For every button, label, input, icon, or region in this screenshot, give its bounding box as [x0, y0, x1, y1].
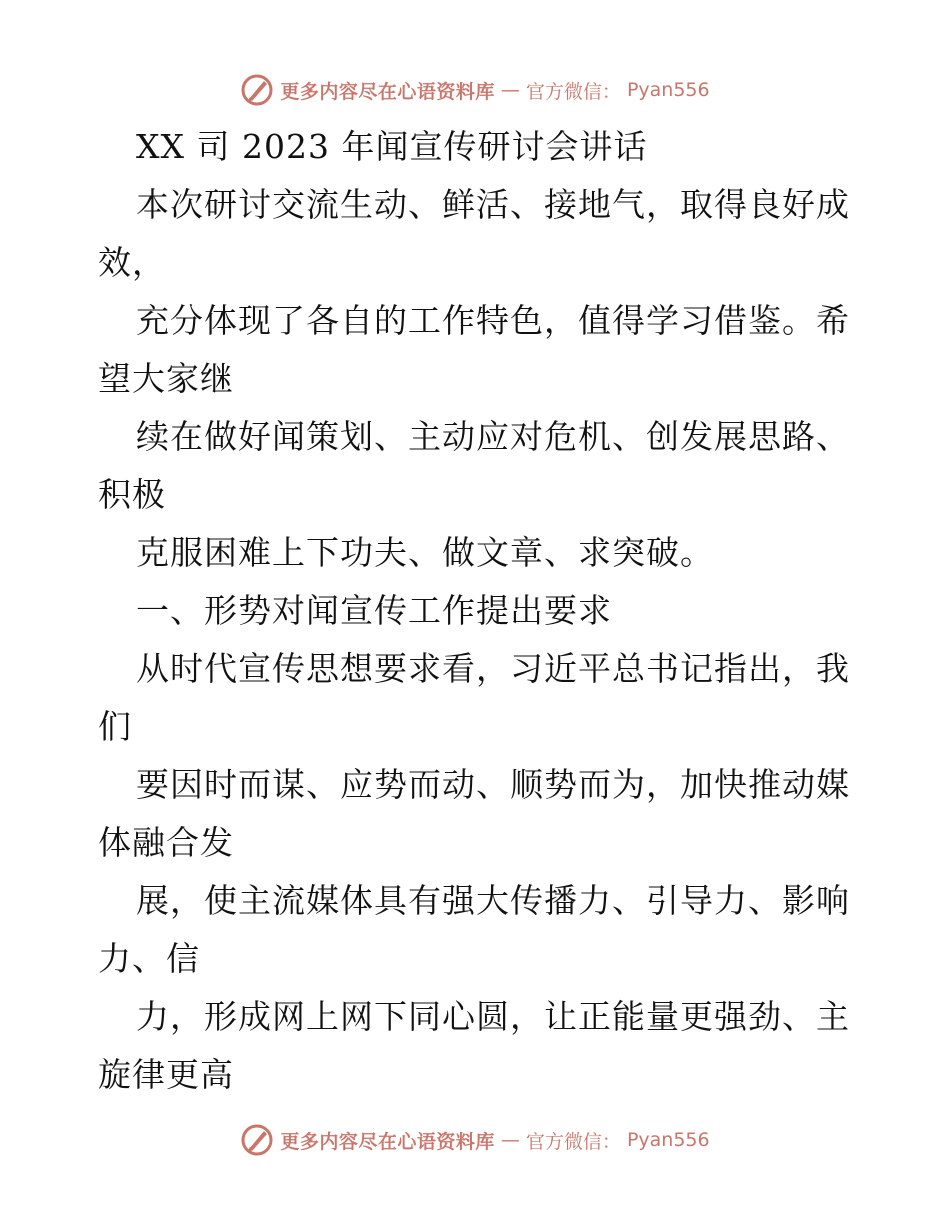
banner-official-label: 官方微信： [525, 1130, 621, 1153]
document-line: 体融合发 [98, 823, 234, 862]
footer-watermark-banner [0, 1120, 950, 1160]
document-line: 展，使主流媒体具有强大传播力、引导力、影响 [136, 881, 850, 920]
header-watermark-banner [0, 70, 950, 110]
document-line: XX 司 2023 年闻宣传研讨会讲话 [136, 127, 648, 166]
banner-brand: 更多内容尽在心语资料库 [280, 1130, 495, 1153]
document-line: 积极 [98, 475, 166, 514]
document-line: 克服困难上下功夫、做文章、求突破。 [136, 533, 714, 572]
document-line: 本次研讨交流生动、鲜活、接地气，取得良好成 [136, 185, 850, 224]
document-line: 充分体现了各自的工作特色，值得学习借鉴。希 [136, 301, 850, 340]
document-line: 力、信 [98, 939, 200, 978]
document-line: 效， [98, 243, 166, 282]
document-line: 们 [98, 707, 132, 746]
banner-account: Pyan556 [626, 1129, 710, 1151]
banner-separator: — [500, 1129, 520, 1151]
document-line: 望大家继 [98, 359, 234, 398]
banner-account: Pyan556 [626, 79, 710, 101]
banner-official-label: 官方微信： [525, 80, 621, 103]
document-line: 一、形势对闻宣传工作提出要求 [136, 591, 612, 630]
document-line: 从时代宣传思想要求看，习近平总书记指出，我 [136, 649, 850, 688]
document-line: 旋律更高 [98, 1055, 234, 1094]
document-line: 力，形成网上网下同心圆，让正能量更强劲、主 [136, 997, 850, 1036]
document-line: 要因时而谋、应势而动、顺势而为，加快推动媒 [136, 765, 850, 804]
quill-pen-logo-icon [240, 73, 274, 107]
document-line: 续在做好闻策划、主动应对危机、创发展思路、 [136, 417, 850, 456]
banner-brand: 更多内容尽在心语资料库 [280, 80, 495, 103]
quill-pen-logo-icon [240, 1123, 274, 1157]
document-body [98, 118, 858, 1104]
banner-separator: — [500, 79, 520, 101]
